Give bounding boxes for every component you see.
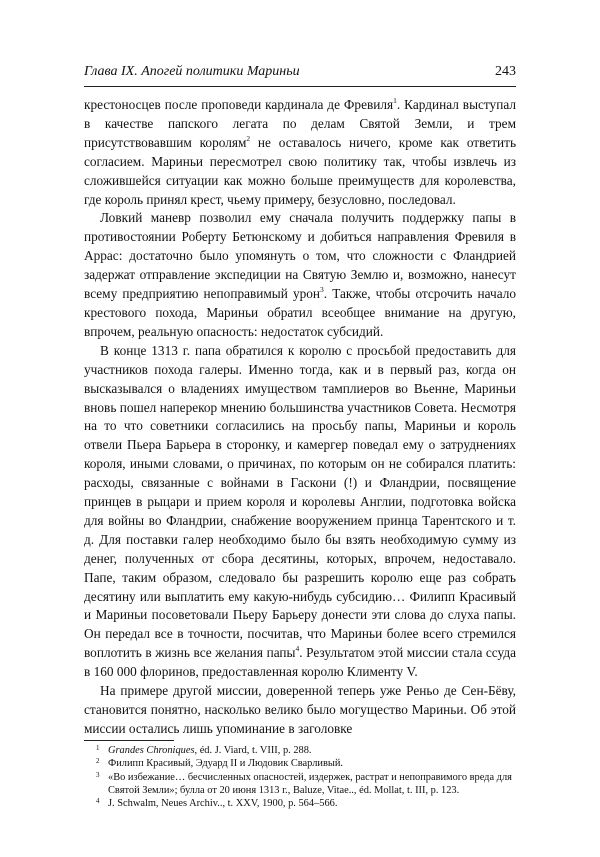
text-run: крестоносцев после проповеди кардинала де Фревиля: [84, 97, 394, 112]
footnote-number: 3: [96, 770, 100, 779]
footnote-text: «Во избежание… бесчисленных опасностей, издержек, растрат и непоправимого вреда для Святой Земли»; булла от 20 июня 1313 г., Baluze, Vitae.., éd. Mollat, t. III, p. 123.: [108, 771, 512, 796]
text-run: На примере другой миссии, доверенной теперь уже Реньо де Сен-Бёву, становится понятно, насколько велико было могущество Мариньи. Об этой миссии остались лишь упоминание в заголовке: [84, 683, 516, 736]
text-run: В конце 1313 г. папа обратился к королю с просьбой предоставить для участников похода галеры. Именно тогда, как и в первый раз, когда он высказывался о владениях имуществом тамплиеров во Вьенне, Мариньи вновь пошел наперекор мнению большинства участников Совета. Несмотря на то что советники согласились на просьбу папы, Мариньи и король отвели Пьера Барьера в сторонку, и камергер поведал ему о затруднениях короля, иными словами, о причинах, по которым он не собирался платить: расходы, связанные с войнами в Гаскони (!) и Фландрии, посвящение принцев в рыцари и прием короля и королевы Англии, подготовка войска для войны во Фландрии, снабжение вооружением принца Тарентского и т. д. Для поставки галер необходимо было бы взять необходимую сумму из денег, полученных от сбора десятины, которых, впрочем, недоставало. Папе, таким образом, следовало бы разрешить королю еще раз собрать десятину или выплатить ему какую-нибудь субсидию… Филипп Красивый и Мариньи посоветовали Пьеру Барьеру донести эти слова до слуха папы. Он передал все в точности, посчитав, что Мариньи более всего стремился воплотить в жизнь все желания папы: [84, 342, 516, 661]
text-run: . Кардинал выступал в качестве папского легата по делам Святой Земли, и трем присутствовавшим королям: [84, 97, 516, 150]
footnote-number: 2: [96, 757, 100, 766]
footnote-rule: [84, 740, 174, 741]
footnote-4: [96, 797, 516, 810]
footnote-text: J. Schwalm, Neues Archiv.., t. XXV, 1900, p. 564–566.: [108, 798, 338, 810]
footnotes: [96, 744, 516, 810]
footnote-3: [96, 771, 516, 798]
main-text: [84, 96, 516, 739]
running-title: Глава IX. Апогей политики Мариньи: [84, 64, 300, 79]
footnote-ref-1[interactable]: 1: [393, 96, 397, 105]
footnote-text: , éd. J. Viard, t. VIII, p. 288.: [194, 745, 312, 756]
paragraph-2: [84, 209, 516, 341]
footnote-number: 4: [96, 797, 100, 806]
footnote-ref-3[interactable]: 3: [320, 285, 324, 295]
footnote-text: Филипп Красивый, Эдуард II и Людовик Сварливый.: [108, 758, 344, 770]
page-header: [84, 62, 516, 82]
text-run: . Результатом этой миссии стала ссуда в 160 000 флоринов, предоставленная королю Клименту V.: [84, 645, 516, 680]
text-run: . Также, чтобы отсрочить начало крестового похода, Мариньи обратил всеобщее внимание на другую, впрочем, реальную опасность: недостаток субсидий.: [84, 286, 517, 339]
paragraph-1: [84, 96, 516, 209]
footnote-2: [96, 757, 516, 770]
footnote-title: Grandes Chroniques: [108, 745, 195, 756]
text-run: Ловкий маневр позволил ему сначала получить поддержку папы в противостоянии Роберту Бетюнскому и добиться направления Фревиля в Аррас: достаточно было упомянуть о том, что сложности с Фландрией задержат отправление экспедиции на Святую Землю и, возможно, нанесут всему предприятию непоправимый урон: [84, 210, 516, 302]
footnote-ref-4[interactable]: 4: [295, 644, 300, 654]
footnote-ref-2[interactable]: 2: [246, 133, 251, 143]
paragraph-4: [84, 682, 516, 739]
header-rule: [84, 86, 516, 87]
footnote-1: [96, 744, 516, 757]
footnote-number: 1: [96, 744, 100, 752]
paragraph-3: [84, 342, 516, 682]
text-run: не оставалось ничего, кроме как ответить согласием. Мариньи пересмотрел свою политику так, чтобы извлечь из сложившейся ситуации как можно больше преимуществ для королевства, где король принял крест, чьему примеру, безусловно, последовал.: [84, 134, 517, 207]
page-number: 243: [495, 64, 516, 79]
